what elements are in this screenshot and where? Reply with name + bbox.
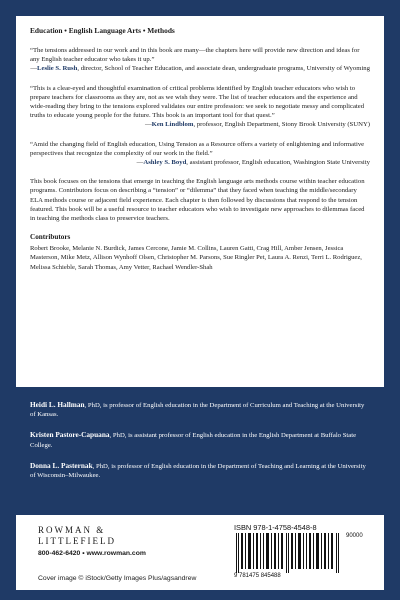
barcode-icon [234, 533, 342, 573]
blurb-role: , assistant professor, English education, Washington State University [186, 159, 370, 167]
author-bio-2 [30, 430, 370, 449]
blurb-text: “Amid the changing field of English education, Using Tension as a Resource offers a variety of enlightening and informative perspectives that recognize the complexity of our work in the field.” [30, 140, 365, 157]
blurb-3 [30, 140, 370, 168]
author-bio: , PhD, is professor of English education in the Department of Teaching and Learning at the University of Wisconsin–Milwaukee. [30, 462, 366, 480]
blurb-attribution: —Leslie S. Rush, director, School of Teacher Education, and associate dean, undergraduate programs, University of Wyoming [30, 65, 370, 73]
book-description: This book focuses on the tensions that emerge in teaching the English language arts methods course within teacher education programs. Contributors focus on describing a “tension” or “dilemma” that they faced when teaching the middle/secondary ELA methods course or adjacent field experience. Each chapter is then followed by discussions that respond to the tension featured. This book will be a useful resource to teacher educators who wish to investigate new approaches to dilemmas faced in teaching the methods class to preservice teachers. [30, 178, 365, 223]
author-bio: , PhD, is assistant professor of English education in the English Department at Buffalo State College. [30, 432, 357, 449]
price-code: 90000 [346, 533, 363, 539]
blurb-text: “This is a clear-eyed and thoughtful examination of critical problems identified by English teacher educators who wish to prepare teachers for classrooms as they are, not as we wish they were. The list of teacher educators and the experience and wide-reading they bring to the tensions explored validates our entire profession: we seek to negotiate messy and complicated truths to educate young people for the future. This book is an important tool for that quest.” [30, 84, 365, 120]
blurb-role: , director, School of Teacher Education, and associate dean, undergraduate programs, University of Wyoming [77, 65, 370, 73]
back-cover-text-panel [16, 16, 384, 387]
blurb-author: Ken Lindblom [151, 121, 194, 129]
publisher-logo [38, 525, 146, 557]
isbn-barcode [234, 523, 374, 581]
publisher-name-line-1: ROWMAN & [38, 525, 106, 535]
author-name: Donna L. Pasternak [30, 460, 93, 470]
blurb-attribution: —Ashley S. Boyd, assistant professor, English education, Washington State University [136, 159, 370, 167]
cover-footer [16, 514, 384, 590]
blurb-role: , professor, English Department, Stony Brook University (SUNY) [193, 121, 370, 129]
contributors-heading: Contributors [30, 233, 71, 242]
blurb-text: “The tensions addressed in our work and in this book are many—the chapters here will provide new direction and ideas for any English teacher educator who takes it up.” [30, 47, 360, 64]
barcode-number: 9 781475 845488 [234, 573, 281, 579]
blurb-author: Ashley S. Boyd [143, 159, 187, 167]
author-bio-1 [30, 400, 370, 419]
blurb-attribution: —Ken Lindblom, professor, English Department, Stony Brook University (SUNY) [144, 121, 370, 129]
publisher-name-line-2: LITTLEFIELD [38, 536, 116, 546]
contributors-list: Robert Brooke, Melanie N. Burdick, James Cercone, Jamie M. Collins, Lauren Gatti, Crag Hill, Amber Jensen, Jessica Masterson, Mike Metz, Allison Wynhoff Olsen, Christopher M. Parsons, Sue Ringler Pet, Laura A. Renzi, Terri L. Rodriguez, Melissa Schieble, Sarah Thomas, Amy Vetter, Rachael Wendler-Shah [30, 245, 362, 271]
author-name: Heidi L. Hallman [30, 400, 85, 409]
author-bio-3 [30, 461, 370, 480]
blurb-2 [30, 84, 370, 130]
author-bios [16, 400, 384, 491]
publisher-contact: 800-462-6420 • www.rowman.com [38, 550, 146, 557]
blurb-author: Leslie S. Rush [37, 65, 78, 73]
blurb-1 [30, 46, 370, 74]
author-name: Kristen Pastore-Capuana [30, 430, 110, 440]
category-line: Education • English Language Arts • Methods [30, 26, 175, 35]
author-bio: , PhD, is professor of English education in the Department of Curriculum and Teaching at the University of Kansas. [30, 402, 365, 419]
isbn-text: ISBN 978-1-4758-4548-8 [234, 523, 317, 532]
cover-image-credit: Cover image © iStock/Getty Images Plus/agsandrew [38, 575, 197, 582]
